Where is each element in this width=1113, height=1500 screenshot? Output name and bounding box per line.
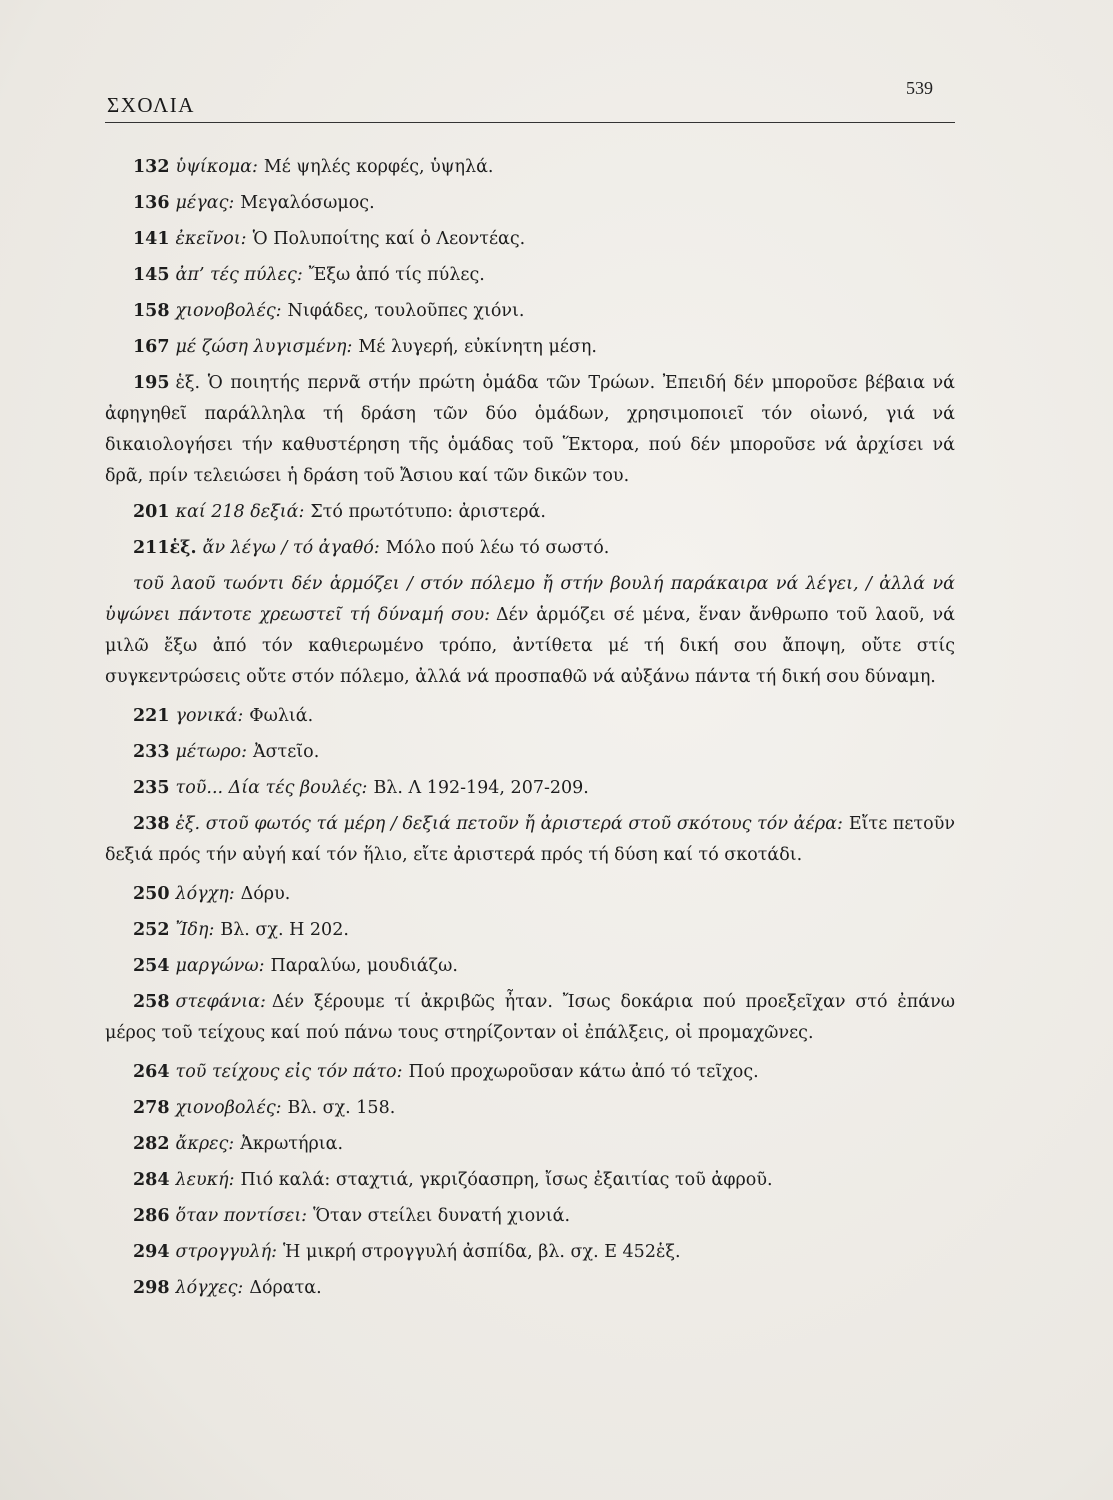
lemma: ἑξ. στοῦ φωτός τά μέρη / δεξιά πετοῦν ἤ ἀριστερά στοῦ σκότους τόν ἀέρα: bbox=[175, 814, 843, 834]
lemma: ἀπ’ τές πύλες: bbox=[175, 265, 303, 285]
lemma: ὑψίκομα: bbox=[175, 157, 258, 177]
note-entry bbox=[105, 915, 955, 946]
lemma: γονικά: bbox=[175, 706, 244, 726]
running-title: ΣΧΟΛΙΑ bbox=[107, 93, 195, 117]
gloss: Νιφάδες, τουλοῦπες χιόνι. bbox=[287, 301, 525, 321]
page-number: 539 bbox=[906, 78, 933, 98]
lemma: μέτωρο: bbox=[175, 742, 247, 762]
note-entry bbox=[105, 260, 955, 291]
lemma: ἄκρες: bbox=[175, 1134, 235, 1154]
line-number: 250 bbox=[133, 884, 170, 904]
note-entry bbox=[105, 1057, 955, 1088]
lemma: λόγχες: bbox=[175, 1278, 244, 1298]
lemma: λευκή: bbox=[175, 1170, 235, 1190]
lemma: τοῦ... Δία τές βουλές: bbox=[175, 778, 368, 798]
gloss: Βλ. σχ. 158. bbox=[287, 1098, 396, 1118]
gloss: Ὅταν στείλει δυνατή χιονιά. bbox=[313, 1206, 571, 1226]
lemma: Ἴδη: bbox=[175, 920, 215, 940]
line-number: 221 bbox=[133, 706, 170, 726]
gloss: Βλ. Λ 192-194, 207-209. bbox=[373, 778, 589, 798]
lemma: ὅταν ποντίσει: bbox=[175, 1206, 308, 1226]
gloss: Φωλιά. bbox=[249, 706, 314, 726]
note-entry-continuation bbox=[105, 569, 955, 693]
note-entry bbox=[105, 1093, 955, 1124]
note-entry bbox=[105, 809, 955, 871]
line-number: 145 bbox=[133, 265, 170, 285]
lemma: λόγχη: bbox=[175, 884, 235, 904]
lemma: μαργώνω: bbox=[175, 956, 265, 976]
gloss: Μέ λυγερή, εὐκίνητη μέση. bbox=[358, 337, 597, 357]
line-number: 233 bbox=[133, 742, 170, 762]
line-number: 167 bbox=[133, 337, 170, 357]
line-number: 238 bbox=[133, 814, 170, 834]
lemma: στεφάνια: bbox=[175, 992, 266, 1012]
line-number: 252 bbox=[133, 920, 170, 940]
note-entry bbox=[105, 1201, 955, 1232]
line-number: 235 bbox=[133, 778, 170, 798]
gloss: Πού προχωροῦσαν κάτω ἀπό τό τεῖχος. bbox=[408, 1062, 759, 1082]
note-entry bbox=[105, 773, 955, 804]
note-entry bbox=[105, 1273, 955, 1304]
gloss: Δέν ἁρμόζει σέ μένα, ἕναν ἄνθρωπο τοῦ λαοῦ, νά μιλῶ ἔξω ἀπό τόν καθιερωμένο τρόπο, ἀντίθετα μέ τή δική σου ἄποψη, οὔτε στίς συγκεντρώσεις οὔτε στόν πόλεμο, ἀλλά νά προσπαθῶ νά αὐξάνω πάντα τή δική σου δύναμη. bbox=[105, 605, 955, 687]
gloss: Ἔξω ἀπό τίς πύλες. bbox=[308, 265, 485, 285]
gloss: Στό πρωτότυπο: ἀριστερά. bbox=[310, 502, 546, 522]
gloss: Ὁ Πολυποίτης καί ὁ Λεοντέας. bbox=[252, 229, 526, 249]
line-number: 158 bbox=[133, 301, 170, 321]
line-number: 141 bbox=[133, 229, 170, 249]
lemma: μέ ζώση λυγισμένη: bbox=[175, 337, 353, 357]
line-number: 278 bbox=[133, 1098, 170, 1118]
gloss: Πιό καλά: σταχτιά, γκριζόασπρη, ἴσως ἐξαιτίας τοῦ ἀφροῦ. bbox=[240, 1170, 773, 1190]
gloss: Ἀκρωτήρια. bbox=[240, 1134, 344, 1154]
line-number: 294 bbox=[133, 1242, 170, 1262]
lemma: στρογγυλή: bbox=[175, 1242, 278, 1262]
lemma: χιονοβολές: bbox=[175, 301, 282, 321]
gloss: Μέ ψηλές κορφές, ὑψηλά. bbox=[263, 157, 494, 177]
lemma: καί 218 δεξιά: bbox=[175, 502, 305, 522]
gloss: Μεγαλόσωμος. bbox=[240, 193, 375, 213]
gloss: Δόρυ. bbox=[240, 884, 291, 904]
note-entry bbox=[105, 701, 955, 732]
gloss: Ἀστεῖο. bbox=[252, 742, 320, 762]
line-number: 258 bbox=[133, 992, 170, 1012]
lemma: ἄν λέγω / τό ἀγαθό: bbox=[202, 538, 380, 558]
running-header bbox=[105, 78, 955, 123]
note-entry bbox=[105, 368, 955, 492]
gloss: Βλ. σχ. Η 202. bbox=[220, 920, 349, 940]
lemma: χιονοβολές: bbox=[175, 1098, 282, 1118]
line-number: 282 bbox=[133, 1134, 170, 1154]
note-entry bbox=[105, 152, 955, 183]
note-entry bbox=[105, 332, 955, 363]
line-number: 132 bbox=[133, 157, 170, 177]
lemma: ἐκεῖνοι: bbox=[175, 229, 247, 249]
note-entry bbox=[105, 224, 955, 255]
gloss: Μόλο πού λέω τό σωστό. bbox=[385, 538, 610, 558]
note-entry bbox=[105, 533, 955, 564]
gloss: Δέν ξέρουμε τί ἀκριβῶς ἦταν. Ἴσως δοκάρια πού προεξεῖχαν στό ἐπάνω μέρος τοῦ τείχους καί πού πάνω τους στηρίζονταν οἱ ἐπάλξεις, οἱ προμαχῶνες. bbox=[105, 992, 955, 1043]
lemma: τοῦ τείχους εἰς τόν πάτο: bbox=[175, 1062, 403, 1082]
note-entry bbox=[105, 1129, 955, 1160]
gloss: ἑξ. Ὁ ποιητής περνᾶ στήν πρώτη ὁμάδα τῶν Τρώων. Ἐπειδή δέν μποροῦσε βέβαια νά ἀφηγηθεῖ παράλληλα τή δράση τῶν δύο ὁμάδων, χρησιμοποιεῖ τόν οἰωνό, γιά νά δικαιολογήσει τήν καθυστέρηση τῆς ὁμάδας τοῦ Ἕκτορα, πού δέν μποροῦσε νά ἀρχίσει νά δρᾶ, πρίν τελειώσει ἡ δράση τοῦ Ἄσιου καί τῶν δικῶν του. bbox=[105, 373, 955, 486]
line-number: 136 bbox=[133, 193, 170, 213]
lemma: μέγας: bbox=[175, 193, 235, 213]
line-number: 195 bbox=[133, 373, 170, 393]
gloss: Δόρατα. bbox=[249, 1278, 322, 1298]
note-entry bbox=[105, 188, 955, 219]
note-entry bbox=[105, 987, 955, 1049]
note-entry bbox=[105, 296, 955, 327]
line-number: 286 bbox=[133, 1206, 170, 1226]
note-entry bbox=[105, 497, 955, 528]
lemma: τοῦ λαοῦ τωόντι δέν ἁρμόζει / στόν πόλεμο ἤ στήν βουλή παράκαιρα νά λέγει, / ἀλλά νά ὑψώνει πάντοτε χρεωστεῖ τή δύναμή σου: bbox=[105, 574, 955, 625]
note-entry bbox=[105, 1165, 955, 1196]
note-entry bbox=[105, 737, 955, 768]
line-number: 264 bbox=[133, 1062, 170, 1082]
note-entry bbox=[105, 879, 955, 910]
gloss: Εἴτε πετοῦν δεξιά πρός τήν αὐγή καί τόν ἥλιο, εἴτε ἀριστερά πρός τή δύση καί τό σκοτάδι. bbox=[105, 814, 955, 865]
line-number: 211ἑξ. bbox=[133, 538, 197, 558]
line-number: 201 bbox=[133, 502, 170, 522]
note-entry bbox=[105, 1237, 955, 1268]
commentary-notes bbox=[105, 152, 955, 1309]
line-number: 298 bbox=[133, 1278, 170, 1298]
note-entry bbox=[105, 951, 955, 982]
gloss: Ἡ μικρή στρογγυλή ἀσπίδα, βλ. σχ. Ε 452ἑξ. bbox=[283, 1242, 681, 1262]
line-number: 284 bbox=[133, 1170, 170, 1190]
line-number: 254 bbox=[133, 956, 170, 976]
gloss: Παραλύω, μουδιάζω. bbox=[270, 956, 458, 976]
